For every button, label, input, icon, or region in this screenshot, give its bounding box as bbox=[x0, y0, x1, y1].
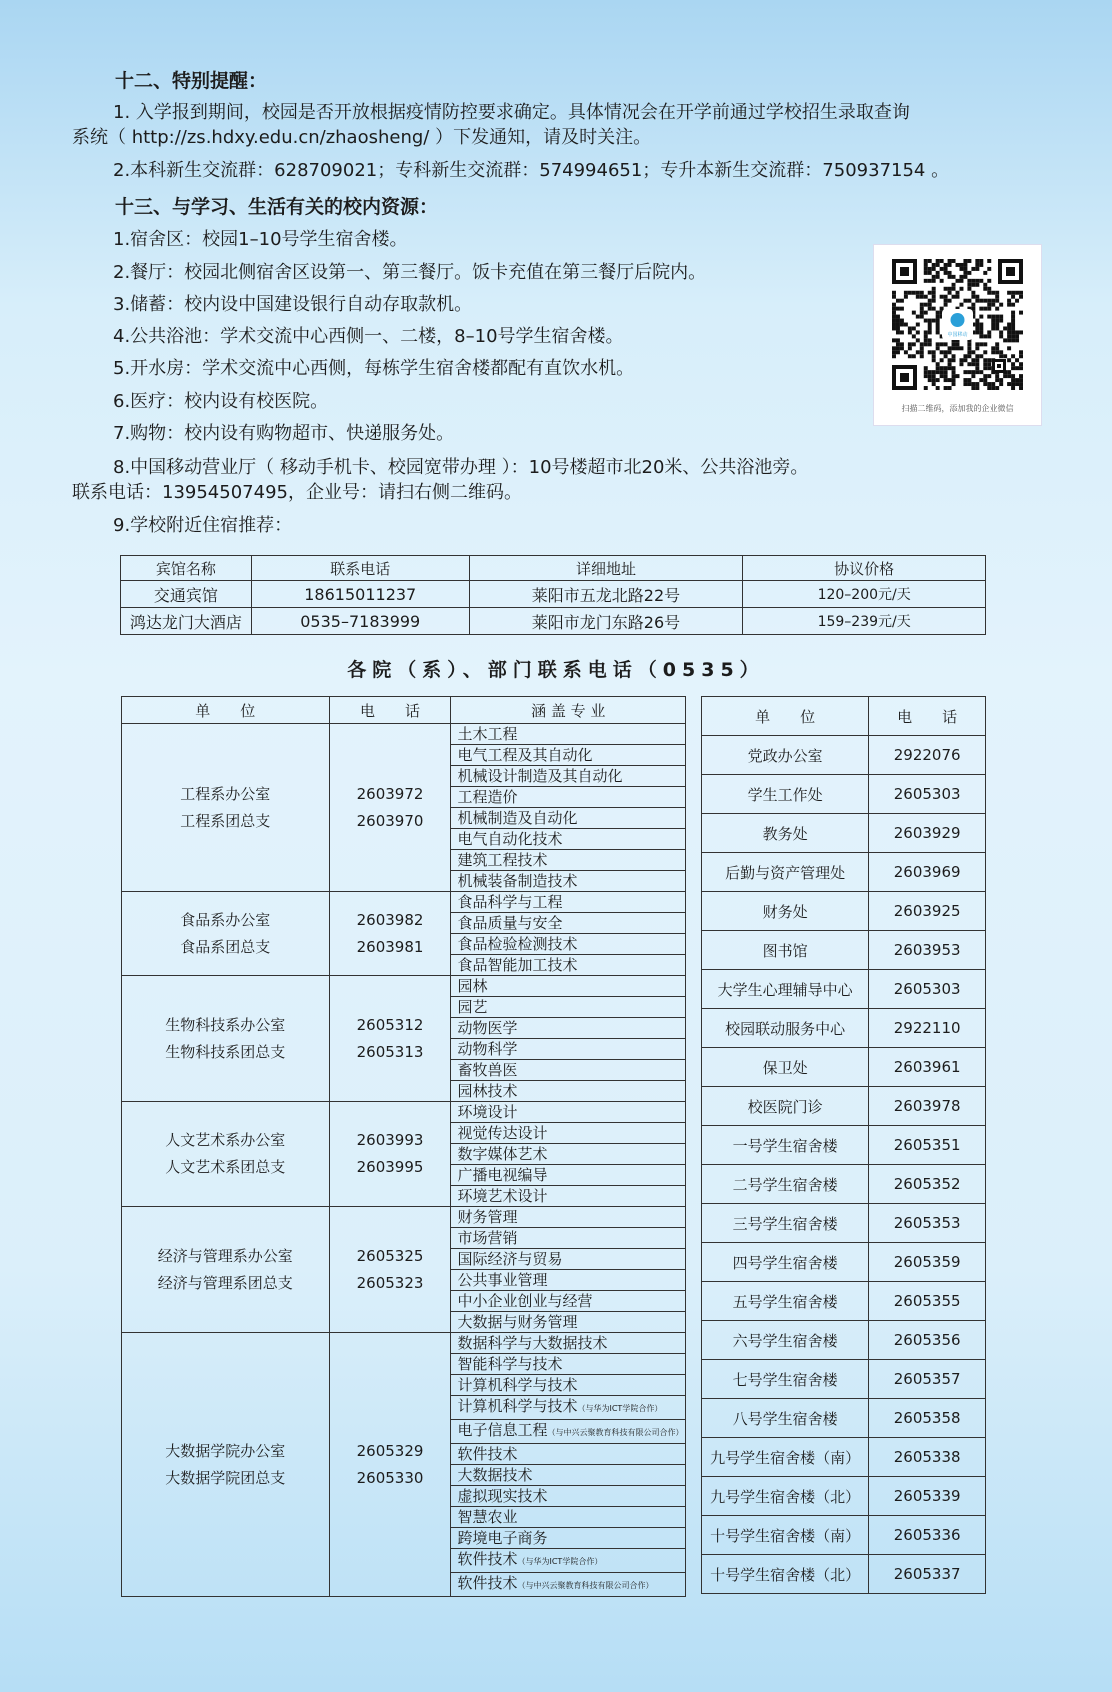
office-row bbox=[702, 1204, 986, 1243]
dept-header-phone: 电 话 bbox=[329, 697, 451, 724]
dept-office-name: 食品系办公室 bbox=[180, 910, 271, 929]
major-name: 食品检验检测技术 bbox=[457, 935, 578, 953]
major-cell bbox=[451, 1333, 686, 1354]
hotel-phone: 18615011237 bbox=[251, 581, 469, 608]
office-name: 教务处 bbox=[702, 814, 869, 853]
office-phone: 2605303 bbox=[869, 970, 986, 1009]
office-phone: 2605357 bbox=[869, 1360, 986, 1399]
office-row bbox=[702, 1009, 986, 1048]
office-row bbox=[702, 931, 986, 970]
office-phone: 2605303 bbox=[869, 775, 986, 814]
office-name: 十号学生宿舍楼（南） bbox=[702, 1516, 869, 1555]
office-phone: 2605358 bbox=[869, 1399, 986, 1438]
office-name: 九号学生宿舍楼（北） bbox=[702, 1477, 869, 1516]
major-name: 计算机科学与技术 bbox=[457, 1397, 578, 1415]
office-name: 财务处 bbox=[702, 892, 869, 931]
office-phone: 2605352 bbox=[869, 1165, 986, 1204]
dept-league-phone: 2605313 bbox=[356, 1042, 424, 1061]
dept-phone-cell bbox=[329, 976, 451, 1102]
office-row bbox=[702, 814, 986, 853]
major-cell bbox=[451, 1444, 686, 1465]
office-phone: 2605355 bbox=[869, 1282, 986, 1321]
major-cell bbox=[451, 1507, 686, 1528]
office-name: 校医院门诊 bbox=[702, 1087, 869, 1126]
hotel-price: 159–239元/天 bbox=[743, 608, 986, 635]
major-name: 园林 bbox=[457, 977, 488, 995]
major-cell bbox=[451, 976, 686, 997]
office-row bbox=[702, 1048, 986, 1087]
major-name: 机械设计制造及其自动化 bbox=[457, 767, 623, 785]
office-name: 保卫处 bbox=[702, 1048, 869, 1087]
section12-paragraph2: 2.本科新生交流群：628709021；专科新生交流群：574994651；专升本新生交流群：750937154 。 bbox=[113, 160, 950, 181]
office-row bbox=[702, 736, 986, 775]
office-row bbox=[702, 775, 986, 814]
major-name: 环境设计 bbox=[457, 1103, 518, 1121]
office-phone: 2603969 bbox=[869, 853, 986, 892]
major-cell bbox=[451, 1249, 686, 1270]
hotel-address: 莱阳市五龙北路22号 bbox=[469, 581, 743, 608]
major-name: 中小企业创业与经营 bbox=[457, 1292, 593, 1310]
major-cell bbox=[451, 1420, 686, 1444]
major-cell bbox=[451, 913, 686, 934]
major-name: 计算机科学与技术 bbox=[457, 1376, 578, 1394]
major-name: 智能科学与技术 bbox=[457, 1355, 563, 1373]
major-cell bbox=[451, 1144, 686, 1165]
qr-code-card[interactable] bbox=[873, 244, 1042, 426]
major-name: 大数据技术 bbox=[457, 1466, 533, 1484]
major-row bbox=[122, 892, 686, 913]
major-name: 土木工程 bbox=[457, 725, 518, 743]
major-name: 动物科学 bbox=[457, 1040, 518, 1058]
hotel-row bbox=[121, 581, 986, 608]
major-name: 园艺 bbox=[457, 998, 488, 1016]
office-name: 八号学生宿舍楼 bbox=[702, 1399, 869, 1438]
dept-league-name: 食品系团总支 bbox=[180, 937, 271, 956]
resource-item: 7.购物：校内设有购物超市、快递服务处。 bbox=[113, 423, 455, 444]
major-name: 动物医学 bbox=[457, 1019, 518, 1037]
office-phone: 2603961 bbox=[869, 1048, 986, 1087]
major-name: 机械制造及自动化 bbox=[457, 809, 578, 827]
office-phone: 2605359 bbox=[869, 1243, 986, 1282]
major-row bbox=[122, 1333, 686, 1354]
major-cell bbox=[451, 1270, 686, 1291]
hotel-header-name: 宾馆名称 bbox=[121, 556, 252, 581]
dept-header-majors: 涵 盖 专 业 bbox=[451, 697, 686, 724]
major-cell bbox=[451, 1375, 686, 1396]
major-partner-note: （与华为ICT学院合作） bbox=[517, 1557, 603, 1566]
major-name: 电气工程及其自动化 bbox=[457, 746, 593, 764]
office-row bbox=[702, 1243, 986, 1282]
hotel-address: 莱阳市龙门东路26号 bbox=[469, 608, 743, 635]
major-cell bbox=[451, 1165, 686, 1186]
office-name: 四号学生宿舍楼 bbox=[702, 1243, 869, 1282]
major-cell bbox=[451, 808, 686, 829]
office-row bbox=[702, 1516, 986, 1555]
office-phone: 2603953 bbox=[869, 931, 986, 970]
major-cell bbox=[451, 1186, 686, 1207]
dept-office-name: 人文艺术系办公室 bbox=[165, 1131, 286, 1149]
section12-paragraph1-line1: 1. 入学报到期间，校园是否开放根据疫情防控要求确定。具体情况会在开学前通过学校招生录取查询 bbox=[113, 102, 910, 123]
major-cell bbox=[451, 1396, 686, 1420]
dept-header-unit: 单 位 bbox=[122, 697, 330, 724]
office-phone: 2605337 bbox=[869, 1555, 986, 1594]
resource-item: 4.公共浴池：学术交流中心西侧一、二楼，8–10号学生宿舍楼。 bbox=[113, 326, 624, 347]
major-row bbox=[122, 976, 686, 997]
office-row bbox=[702, 1282, 986, 1321]
office-row bbox=[702, 1087, 986, 1126]
major-cell bbox=[451, 1486, 686, 1507]
dept-phone-cell bbox=[329, 724, 451, 892]
office-row bbox=[702, 853, 986, 892]
dept-unit-cell bbox=[122, 1207, 330, 1333]
major-row bbox=[122, 724, 686, 745]
hotel-header-price: 协议价格 bbox=[743, 556, 986, 581]
major-name: 国际经济与贸易 bbox=[457, 1250, 563, 1268]
major-cell bbox=[451, 766, 686, 787]
office-row bbox=[702, 1165, 986, 1204]
office-name: 大学生心理辅导中心 bbox=[702, 970, 869, 1009]
major-name: 数据科学与大数据技术 bbox=[457, 1334, 608, 1352]
office-name: 一号学生宿舍楼 bbox=[702, 1126, 869, 1165]
major-name: 软件技术 bbox=[457, 1445, 518, 1463]
dept-league-name: 工程系团总支 bbox=[180, 811, 271, 830]
office-name: 学生工作处 bbox=[702, 775, 869, 814]
dept-office-name: 经济与管理系办公室 bbox=[157, 1246, 293, 1265]
major-cell bbox=[451, 850, 686, 871]
office-name: 图书馆 bbox=[702, 931, 869, 970]
dept-league-phone: 2603970 bbox=[356, 811, 424, 830]
department-contacts-title: 各院（系）、部门联系电话（0535） bbox=[347, 659, 765, 681]
major-name: 机械装备制造技术 bbox=[457, 872, 578, 890]
office-row bbox=[702, 1399, 986, 1438]
office-row bbox=[702, 1321, 986, 1360]
major-cell bbox=[451, 1060, 686, 1081]
office-name: 六号学生宿舍楼 bbox=[702, 1321, 869, 1360]
dept-phone-cell bbox=[329, 892, 451, 976]
resource-item-mobile-line2: 联系电话：13954507495，企业号：请扫右侧二维码。 bbox=[72, 482, 522, 503]
office-name: 校园联动服务中心 bbox=[702, 1009, 869, 1048]
major-cell bbox=[451, 1291, 686, 1312]
qr-logo-text: 中国移动 bbox=[947, 332, 968, 338]
major-name: 食品智能加工技术 bbox=[457, 956, 578, 974]
major-cell bbox=[451, 997, 686, 1018]
dept-unit-cell bbox=[122, 724, 330, 892]
major-cell bbox=[451, 1573, 686, 1597]
office-header-unit: 单 位 bbox=[702, 697, 869, 736]
major-cell bbox=[451, 1018, 686, 1039]
major-name: 建筑工程技术 bbox=[457, 851, 548, 869]
office-row bbox=[702, 970, 986, 1009]
major-name: 电子信息工程 bbox=[457, 1421, 548, 1439]
resource-item: 1.宿舍区：校园1–10号学生宿舍楼。 bbox=[113, 229, 408, 250]
dept-unit-cell bbox=[122, 1333, 330, 1597]
major-row bbox=[122, 1207, 686, 1228]
office-row bbox=[702, 1438, 986, 1477]
major-name: 广播电视编导 bbox=[457, 1166, 548, 1184]
section12-paragraph1-line2: 系统（ http://zs.hdxy.edu.cn/zhaosheng/ ）下发通知，请及时关注。 bbox=[72, 127, 652, 148]
resource-item: 6.医疗：校内设有校医院。 bbox=[113, 391, 329, 412]
section12-title: 十二、特别提醒： bbox=[115, 70, 268, 92]
dept-office-phone: 2605312 bbox=[356, 1015, 424, 1034]
office-name: 七号学生宿舍楼 bbox=[702, 1360, 869, 1399]
major-name: 畜牧兽医 bbox=[457, 1061, 518, 1079]
major-name: 视觉传达设计 bbox=[457, 1124, 548, 1142]
office-row bbox=[702, 1126, 986, 1165]
major-name: 食品质量与安全 bbox=[457, 914, 563, 932]
major-cell bbox=[451, 1465, 686, 1486]
hotel-header-phone: 联系电话 bbox=[251, 556, 469, 581]
major-name: 园林技术 bbox=[457, 1082, 518, 1100]
office-row bbox=[702, 892, 986, 931]
major-cell bbox=[451, 1081, 686, 1102]
hotel-price: 120–200元/天 bbox=[743, 581, 986, 608]
hotel-name: 交通宾馆 bbox=[121, 581, 252, 608]
major-cell bbox=[451, 1528, 686, 1549]
dept-league-name: 大数据学院团总支 bbox=[165, 1468, 286, 1487]
office-name: 九号学生宿舍楼（南） bbox=[702, 1438, 869, 1477]
major-cell bbox=[451, 724, 686, 745]
office-phone: 2603925 bbox=[869, 892, 986, 931]
major-partner-note: （与中兴云聚教育科技有限公司合作） bbox=[547, 1428, 684, 1437]
major-name: 工程造价 bbox=[457, 788, 518, 806]
office-phone: 2605339 bbox=[869, 1477, 986, 1516]
dept-league-name: 生物科技系团总支 bbox=[165, 1042, 286, 1061]
major-name: 跨境电子商务 bbox=[457, 1529, 548, 1547]
major-name: 市场营销 bbox=[457, 1229, 518, 1247]
major-cell bbox=[451, 1354, 686, 1375]
office-phone: 2603978 bbox=[869, 1087, 986, 1126]
dept-unit-cell bbox=[122, 1102, 330, 1207]
major-name: 环境艺术设计 bbox=[457, 1187, 548, 1205]
major-name: 软件技术 bbox=[457, 1550, 518, 1568]
department-majors-table bbox=[121, 696, 686, 1597]
major-cell bbox=[451, 829, 686, 850]
dept-office-name: 生物科技系办公室 bbox=[165, 1015, 286, 1034]
office-contacts-body bbox=[702, 736, 986, 1594]
office-row bbox=[702, 1555, 986, 1594]
dept-league-phone: 2603995 bbox=[356, 1158, 424, 1176]
office-phone: 2605356 bbox=[869, 1321, 986, 1360]
hotel-header-address: 详细地址 bbox=[469, 556, 743, 581]
major-cell bbox=[451, 1207, 686, 1228]
dept-office-phone: 2603993 bbox=[356, 1131, 424, 1149]
major-name: 软件技术 bbox=[457, 1574, 518, 1592]
dept-office-phone: 2605325 bbox=[356, 1246, 424, 1265]
major-row bbox=[122, 1102, 686, 1123]
major-cell bbox=[451, 1312, 686, 1333]
office-phone: 2605338 bbox=[869, 1438, 986, 1477]
dept-league-name: 人文艺术系团总支 bbox=[165, 1158, 286, 1176]
dept-phone-cell bbox=[329, 1102, 451, 1207]
qr-caption: 扫描二维码，添加我的企业微信 bbox=[901, 404, 1014, 413]
dept-unit-cell bbox=[122, 892, 330, 976]
dept-league-name: 经济与管理系团总支 bbox=[157, 1273, 293, 1292]
office-row bbox=[702, 1360, 986, 1399]
major-cell bbox=[451, 955, 686, 976]
dept-office-name: 大数据学院办公室 bbox=[165, 1441, 286, 1460]
office-phone: 2605336 bbox=[869, 1516, 986, 1555]
major-cell bbox=[451, 871, 686, 892]
dept-league-phone: 2605330 bbox=[356, 1468, 424, 1487]
major-cell bbox=[451, 1039, 686, 1060]
dept-unit-cell bbox=[122, 976, 330, 1102]
resource-item: 3.储蓄：校内设中国建设银行自动存取款机。 bbox=[113, 294, 473, 315]
office-name: 党政办公室 bbox=[702, 736, 869, 775]
dept-phone-cell bbox=[329, 1333, 451, 1597]
office-phone: 2605353 bbox=[869, 1204, 986, 1243]
major-cell bbox=[451, 1123, 686, 1144]
office-name: 二号学生宿舍楼 bbox=[702, 1165, 869, 1204]
resource-item: 5.开水房：学术交流中心西侧，每栋学生宿舍楼都配有直饮水机。 bbox=[113, 358, 635, 379]
major-name: 数字媒体艺术 bbox=[457, 1145, 548, 1163]
section13-title: 十三、与学习、生活有关的校内资源： bbox=[115, 196, 439, 218]
dept-office-name: 工程系办公室 bbox=[180, 784, 271, 803]
office-contacts-table bbox=[701, 696, 986, 1594]
dept-phone-cell bbox=[329, 1207, 451, 1333]
major-partner-note: （与中兴云聚教育科技有限公司合作） bbox=[517, 1581, 654, 1590]
hotel-row bbox=[121, 608, 986, 635]
qr-code-image[interactable] bbox=[892, 259, 1023, 390]
dept-office-phone: 2605329 bbox=[356, 1441, 424, 1460]
resource-item-lodging: 9.学校附近住宿推荐： bbox=[113, 515, 293, 536]
office-header-phone: 电 话 bbox=[869, 697, 986, 736]
dept-league-phone: 2603981 bbox=[356, 937, 424, 956]
major-cell bbox=[451, 745, 686, 766]
dept-office-phone: 2603982 bbox=[356, 910, 424, 929]
major-cell bbox=[451, 1549, 686, 1573]
major-cell bbox=[451, 787, 686, 808]
major-partner-note: （与华为ICT学院合作） bbox=[577, 1404, 663, 1413]
major-cell bbox=[451, 1228, 686, 1249]
resource-item: 2.餐厅：校园北侧宿舍区设第一、第三餐厅。饭卡充值在第三餐厅后院内。 bbox=[113, 262, 707, 283]
office-row bbox=[702, 1477, 986, 1516]
office-phone: 2922110 bbox=[869, 1009, 986, 1048]
office-phone: 2922076 bbox=[869, 736, 986, 775]
major-name: 虚拟现实技术 bbox=[457, 1487, 548, 1505]
dept-office-phone: 2603972 bbox=[356, 784, 424, 803]
office-phone: 2603929 bbox=[869, 814, 986, 853]
office-name: 三号学生宿舍楼 bbox=[702, 1204, 869, 1243]
office-name: 十号学生宿舍楼（北） bbox=[702, 1555, 869, 1594]
office-phone: 2605351 bbox=[869, 1126, 986, 1165]
major-cell bbox=[451, 934, 686, 955]
major-cell bbox=[451, 892, 686, 913]
dept-league-phone: 2605323 bbox=[356, 1273, 424, 1292]
resource-item-mobile-line1: 8.中国移动营业厅（ 移动手机卡、校园宽带办理 ）：10号楼超市北20米、公共浴池旁。 bbox=[113, 457, 809, 478]
hotel-phone: 0535–7183999 bbox=[251, 608, 469, 635]
hotel-name: 鸿达龙门大酒店 bbox=[121, 608, 252, 635]
major-name: 电气自动化技术 bbox=[457, 830, 563, 848]
office-name: 五号学生宿舍楼 bbox=[702, 1282, 869, 1321]
major-cell bbox=[451, 1102, 686, 1123]
major-name: 公共事业管理 bbox=[457, 1271, 548, 1289]
china-mobile-logo-icon bbox=[951, 313, 965, 327]
major-name: 财务管理 bbox=[457, 1208, 518, 1226]
office-name: 后勤与资产管理处 bbox=[702, 853, 869, 892]
hotel-recommendation-table bbox=[120, 555, 986, 635]
major-name: 智慧农业 bbox=[457, 1508, 518, 1526]
major-name: 食品科学与工程 bbox=[457, 893, 563, 911]
major-name: 大数据与财务管理 bbox=[457, 1313, 578, 1331]
department-majors-body bbox=[122, 724, 686, 1597]
